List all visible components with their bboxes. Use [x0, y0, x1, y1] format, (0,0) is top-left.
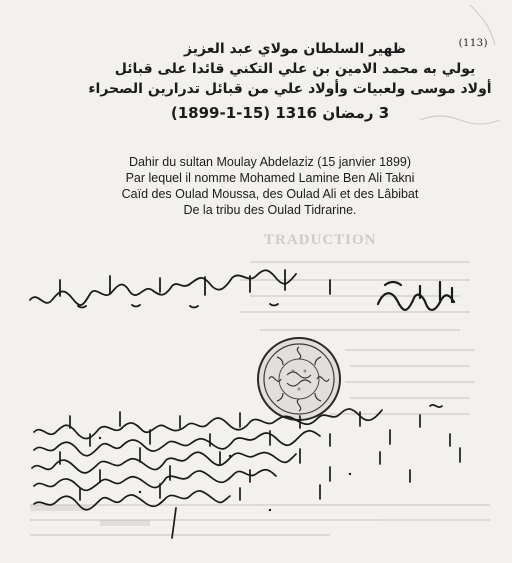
french-line-3: Caïd des Oulad Moussa, des Oulad Ali et des Lâbibat — [121, 187, 419, 201]
french-line-2: Par lequel il nomme Mohamed Lamine Ben Ali Takni — [125, 171, 415, 185]
page-number: (113) — [458, 38, 488, 49]
french-line-4: De la tribu des Oulad Tidrarine. — [183, 203, 357, 217]
arabic-date-line: 3 رمضان 1316 (15-1-1899) — [170, 104, 390, 122]
french-line-1: Dahir du sultan Moulay Abdelaziz (15 janvier 1899) — [128, 155, 412, 169]
arabic-title-line-2: يولي به محمد الامين بن علي التكني قائدا على قبائل — [114, 61, 476, 77]
arabic-title-line-1: ظهير السلطان مولاي عبد العزيز — [184, 41, 406, 57]
bleed-through-heading: TRADUCTION — [264, 232, 377, 248]
arabic-title-line-3: أولاد موسى ولعبيات وأولاد علي من قبائل تدرارين الصحراء — [88, 81, 492, 97]
